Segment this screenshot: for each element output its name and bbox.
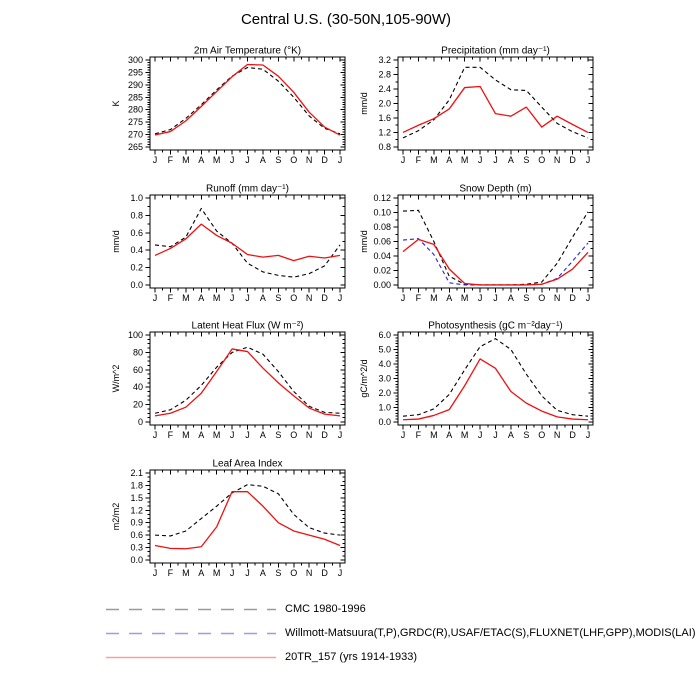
x-tick-label: A	[446, 155, 453, 165]
x-tick-label: A	[259, 568, 266, 578]
y-axis-label: m2/m2	[111, 502, 121, 531]
y-tick-label: 0.8	[130, 210, 143, 221]
y-tick-label: 290	[127, 79, 143, 90]
x-tick-label: J	[152, 568, 158, 578]
legend-label-model: 20TR_157 (yrs 1914-1933)	[285, 651, 418, 663]
x-tick-label: J	[229, 568, 235, 578]
runoff-svg	[108, 182, 360, 320]
y-tick-label: 0.02	[373, 265, 391, 276]
x-tick-label: J	[229, 293, 235, 303]
y-axis-label: gC/m^2/d	[359, 359, 369, 398]
y-tick-label: 1.2	[130, 505, 143, 516]
series-line-dashed	[403, 210, 588, 285]
y-tick-label: 0.6	[130, 227, 143, 238]
x-tick-label: O	[538, 293, 546, 303]
x-tick-label: F	[415, 155, 422, 165]
x-tick-label: A	[507, 293, 514, 303]
y-tick-label: 300	[127, 55, 143, 66]
x-tick-label: M	[460, 155, 469, 165]
plot-frame	[398, 57, 593, 150]
y-axis-label: mm/d	[359, 230, 369, 253]
x-tick-label: D	[569, 155, 576, 165]
x-tick-label: J	[152, 430, 158, 440]
y-tick-label: 2.1	[130, 468, 143, 479]
y-tick-label: 280	[127, 104, 143, 115]
y-tick-label: 3.0	[378, 373, 391, 384]
x-tick-label: A	[198, 430, 205, 440]
plot-frame	[398, 332, 593, 425]
x-tick-label: D	[569, 430, 576, 440]
y-tick-label: 0.12	[373, 193, 391, 204]
y-tick-label: 60	[132, 364, 143, 375]
series-line-solid	[155, 492, 340, 549]
y-tick-label: 40	[132, 382, 143, 393]
x-tick-label: J	[337, 568, 343, 578]
x-tick-label: A	[198, 568, 205, 578]
x-tick-label: M	[460, 430, 469, 440]
x-tick-label: J	[245, 293, 250, 303]
y-tick-label: 0.3	[130, 542, 143, 553]
x-tick-label: O	[538, 430, 546, 440]
series-line-dashed	[403, 239, 588, 285]
y-tick-label: 285	[127, 92, 143, 103]
x-tick-label: S	[275, 155, 282, 165]
x-tick-label: S	[275, 293, 282, 303]
y-tick-label: 80	[132, 347, 143, 358]
x-tick-label: J	[245, 568, 250, 578]
x-tick-label: A	[259, 155, 266, 165]
chart-air-temperature	[108, 44, 360, 182]
chart-title: Snow Depth (m)	[459, 183, 532, 195]
leaf-area-index-svg	[108, 457, 360, 595]
x-tick-label: A	[198, 293, 205, 303]
x-tick-label: J	[337, 430, 343, 440]
y-tick-label: 1.0	[378, 402, 391, 413]
x-tick-label: D	[321, 568, 328, 578]
y-tick-label: 4.0	[378, 359, 391, 370]
y-tick-label: 20	[132, 399, 143, 410]
plot-frame	[150, 57, 345, 150]
x-tick-label: A	[507, 155, 514, 165]
x-tick-label: O	[290, 293, 298, 303]
x-tick-label: N	[305, 568, 313, 578]
series-line-solid	[403, 239, 588, 285]
x-tick-label: J	[493, 430, 498, 440]
y-tick-label: 1.0	[130, 193, 143, 204]
chart-snow-depth	[356, 182, 608, 320]
chart-latent-heat-flux	[108, 319, 360, 457]
y-tick-label: 265	[127, 141, 143, 152]
y-tick-label: 0.10	[373, 207, 391, 218]
y-tick-label: 1.8	[130, 480, 143, 491]
chart-runoff	[108, 182, 360, 320]
legend-item-obs	[105, 628, 696, 638]
x-tick-label: J	[152, 293, 158, 303]
legend-line-solid-red-icon	[105, 654, 277, 661]
chart-title: Photosynthesis (gC m⁻²day⁻¹)	[428, 320, 563, 332]
x-tick-label: A	[446, 430, 453, 440]
x-tick-label: O	[290, 568, 298, 578]
x-tick-label: M	[212, 430, 221, 440]
chart-title: Precipitation (mm day⁻¹)	[441, 45, 550, 57]
y-tick-label: 0.0	[378, 416, 391, 427]
y-tick-label: 5.0	[378, 344, 391, 355]
x-tick-label: N	[305, 293, 313, 303]
x-tick-label: D	[321, 430, 328, 440]
x-tick-label: F	[167, 155, 174, 165]
x-tick-label: N	[553, 293, 561, 303]
series-line-solid	[403, 86, 588, 132]
y-tick-label: 6.0	[378, 330, 391, 341]
x-tick-label: J	[477, 430, 483, 440]
chart-title: Runoff (mm day⁻¹)	[206, 183, 289, 195]
series-line-dashed	[403, 339, 588, 417]
snow-depth-svg	[356, 182, 608, 320]
x-tick-label: J	[585, 430, 591, 440]
y-axis-label: mm/d	[359, 92, 369, 115]
x-tick-label: S	[523, 155, 530, 165]
y-tick-label: 2.0	[378, 98, 391, 109]
y-tick-label: 0.0	[130, 279, 143, 290]
x-tick-label: J	[585, 293, 591, 303]
x-tick-label: J	[493, 155, 498, 165]
series-line-solid	[155, 349, 340, 416]
latent-heat-flux-svg	[108, 319, 360, 457]
photosynthesis-svg	[356, 319, 608, 457]
y-tick-label: 275	[127, 117, 143, 128]
y-axis-label: K	[111, 100, 121, 107]
legend-item-cmc	[105, 604, 366, 614]
series-line-dashed	[155, 347, 340, 413]
x-tick-label: A	[198, 155, 205, 165]
y-tick-label: 0.0	[130, 554, 143, 565]
x-tick-label: F	[415, 430, 422, 440]
x-tick-label: D	[569, 293, 576, 303]
x-tick-label: S	[523, 293, 530, 303]
x-tick-label: F	[415, 293, 422, 303]
x-tick-label: J	[400, 155, 406, 165]
chart-title: 2m Air Temperature (°K)	[193, 45, 302, 57]
x-tick-label: N	[553, 430, 561, 440]
x-tick-label: A	[446, 293, 453, 303]
x-tick-label: F	[167, 430, 174, 440]
legend-label-cmc: CMC 1980-1996	[285, 603, 366, 615]
x-tick-label: J	[245, 155, 250, 165]
y-tick-label: 2.8	[378, 69, 391, 80]
x-tick-label: M	[430, 155, 438, 165]
y-tick-label: 0.06	[373, 236, 391, 247]
y-tick-label: 295	[127, 67, 143, 78]
series-line-dashed	[403, 67, 588, 138]
x-tick-label: J	[477, 293, 483, 303]
series-line-dashed	[155, 208, 340, 277]
y-tick-label: 0.08	[373, 222, 391, 233]
x-tick-label: A	[259, 293, 266, 303]
chart-precipitation	[356, 44, 608, 182]
series-line-dashed	[155, 67, 340, 133]
y-tick-label: 0.00	[373, 279, 391, 290]
chart-title: Leaf Area Index	[212, 458, 283, 470]
legend-item-model	[105, 652, 417, 662]
y-tick-label: 270	[127, 129, 143, 140]
x-tick-label: J	[229, 430, 235, 440]
x-tick-label: F	[167, 293, 174, 303]
y-axis-label: mm/d	[111, 230, 121, 253]
y-tick-label: 0.2	[130, 262, 143, 273]
plot-frame	[150, 195, 345, 288]
x-tick-label: M	[182, 568, 190, 578]
y-tick-label: 0	[137, 416, 143, 427]
series-line-solid	[155, 65, 340, 136]
y-tick-label: 0.04	[373, 250, 391, 261]
chart-title: Latent Heat Flux (W m⁻²)	[191, 320, 304, 332]
plot-frame	[398, 195, 593, 288]
y-tick-label: 1.5	[130, 492, 143, 503]
y-tick-label: 0.4	[130, 245, 143, 256]
x-tick-label: N	[553, 155, 561, 165]
x-tick-label: M	[460, 293, 469, 303]
x-tick-label: S	[275, 430, 282, 440]
x-tick-label: M	[212, 568, 221, 578]
x-tick-label: J	[337, 155, 343, 165]
y-axis-label: W/m^2	[111, 364, 121, 393]
y-tick-label: 0.6	[130, 530, 143, 541]
air-temperature-svg	[108, 44, 360, 182]
x-tick-label: J	[400, 293, 406, 303]
x-tick-label: F	[167, 568, 174, 578]
x-tick-label: O	[538, 155, 546, 165]
x-tick-label: M	[182, 430, 190, 440]
y-tick-label: 1.2	[378, 127, 391, 138]
x-tick-label: D	[321, 293, 328, 303]
x-tick-label: M	[212, 155, 221, 165]
x-tick-label: A	[259, 430, 266, 440]
x-tick-label: M	[212, 293, 221, 303]
x-tick-label: N	[305, 155, 313, 165]
x-tick-label: J	[585, 155, 591, 165]
x-tick-label: M	[182, 155, 190, 165]
x-tick-label: S	[275, 568, 282, 578]
x-tick-label: M	[182, 293, 190, 303]
y-tick-label: 2.4	[378, 84, 391, 95]
x-tick-label: J	[229, 155, 235, 165]
x-tick-label: J	[245, 430, 250, 440]
series-line-solid	[155, 224, 340, 261]
y-tick-label: 2.0	[378, 387, 391, 398]
legend-line-dashed-gray-icon	[105, 606, 277, 613]
x-tick-label: M	[430, 293, 438, 303]
y-tick-label: 1.6	[378, 112, 391, 123]
y-tick-label: 0.9	[130, 517, 143, 528]
x-tick-label: N	[305, 430, 313, 440]
legend-line-dashed-blue-icon	[105, 630, 277, 637]
precipitation-svg	[356, 44, 608, 182]
legend-label-obs: Willmott-Matsuura(T,P),GRDC(R),USAF/ETAC(S),FLUXNET(LHF,GPP),MODIS(LAI)	[285, 627, 696, 639]
x-tick-label: J	[400, 430, 406, 440]
chart-photosynthesis	[356, 319, 608, 457]
figure-title: Central U.S. (30-50N,105-90W)	[240, 11, 452, 28]
y-tick-label: 0.8	[378, 141, 391, 152]
x-tick-label: A	[507, 430, 514, 440]
x-tick-label: J	[477, 155, 483, 165]
x-tick-label: S	[523, 430, 530, 440]
x-tick-label: J	[493, 293, 498, 303]
x-tick-label: M	[430, 430, 438, 440]
x-tick-label: J	[152, 155, 158, 165]
y-tick-label: 3.2	[378, 55, 391, 66]
x-tick-label: J	[337, 293, 343, 303]
y-tick-label: 100	[127, 330, 143, 341]
x-tick-label: D	[321, 155, 328, 165]
x-tick-label: O	[290, 155, 298, 165]
chart-leaf-area-index	[108, 457, 360, 595]
x-tick-label: O	[290, 430, 298, 440]
